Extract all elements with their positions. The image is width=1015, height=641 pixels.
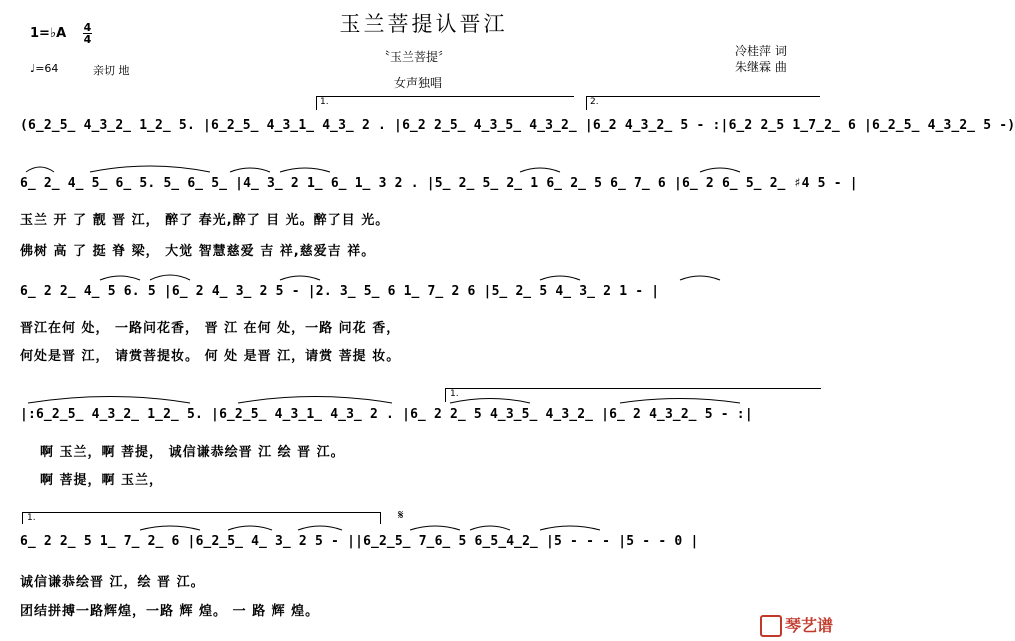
slur <box>230 168 270 172</box>
lyrics-row-4-verse-2: 啊 菩提，啊 玉兰， <box>40 473 164 488</box>
slur <box>700 168 740 172</box>
lyrics-row-2-verse-1: 玉兰 开 了 靓 晋 江， 醉了 春光,醉了 目 光。醉了目 光。 <box>20 213 390 228</box>
slur <box>540 526 600 530</box>
volta-1-mark: 1. <box>320 97 329 107</box>
slur <box>450 399 530 404</box>
slur <box>410 526 460 530</box>
notation-row-2: 6̲ 2̲ 4̲ 5̲ 6̲ 5. 5̲ 6̲ 5̲ |4̲ 3̲ 2 1̲ 6̲ 1̲ 3 2 . |5̲ 2̲ 5̲ 2̲ 1 6̲ 2̲ 5 6̲ 7̲ 6 |6̲ 2 6̲ 5̲ 2̲ ♯4 5 - | <box>20 176 858 191</box>
time-signature-top: 4 <box>83 21 92 34</box>
slur <box>238 397 392 404</box>
slur <box>298 526 342 530</box>
performance-note: 女声独唱 <box>394 76 443 90</box>
watermark-text: 琴艺谱 <box>784 615 833 635</box>
notation-row-3: 6̲ 2 2̲ 4̲ 5 6. 5 |6̲ 2 4̲ 3̲ 2 5 - |2. 3̲ 5̲ 6 1̲ 7̲ 2 6 |5̲ 2̲ 5 4̲ 3̲ 2 1 - | <box>20 284 660 299</box>
slur <box>540 276 580 280</box>
notation-row-5: 6̲ 2 2̲ 5 1̲ 7̲ 2̲ 6 |6̲2̲5̲ 4̲ 3̲ 2 5 - ||6̲2̲5̲ 7̲6̲ 5 6̲5̲4̲2̲ |5 - - - |5 - - 0 | <box>20 534 699 549</box>
expression-mark: 亲切 地 <box>93 64 130 77</box>
song-title: 玉兰菩提认晋江 <box>339 12 508 36</box>
slur <box>280 168 330 172</box>
key-signature: 1=♭A <box>30 26 67 41</box>
slur <box>140 526 200 530</box>
slur <box>680 276 720 280</box>
volta-row4-mark: 1. <box>450 389 459 399</box>
volta-2-mark: 2. <box>590 97 599 107</box>
logo-icon <box>760 615 782 637</box>
lyrics-row-5-verse-1: 诚信谦恭绘晋 江，绘 晋 江。 <box>20 575 205 590</box>
notation-row-4: |:6̲2̲5̲ 4̲3̲2̲ 1̲2̲ 5. |6̲2̲5̲ 4̲3̲1̲ 4̲3̲ 2 . |6̲ 2 2̲ 5 4̲3̲5̲ 4̲3̲2̲ |6̲ 2 4̲3̲2̲ 5 - :| <box>20 407 753 422</box>
slur <box>90 166 210 172</box>
lyrics-row-3-verse-1: 晋江在何 处， 一路问花香， 晋 江 在何 处，一路 问花 香， <box>20 321 401 336</box>
lyrics-row-4-verse-1: 啊 玉兰，啊 菩提， 诚信谦恭绘晋 江 绘 晋 江。 <box>40 445 345 460</box>
composer-credit: 朱继霖 曲 <box>735 60 787 74</box>
slur <box>470 526 510 530</box>
slur <box>280 276 320 280</box>
slur <box>28 397 190 404</box>
slur <box>150 275 190 280</box>
slur <box>520 168 560 172</box>
slur <box>100 276 140 280</box>
subtitle: 〝玉兰菩提〞 <box>378 50 451 64</box>
lyrics-row-3-verse-2: 何处是晋 江， 请赏菩提妆。 何 处 是晋 江，请赏 菩提 妆。 <box>20 349 401 364</box>
lyrics-row-2-verse-2: 佛树 高 了 挺 脊 梁， 大觉 智慧慈爱 吉 祥,慈爱吉 祥。 <box>20 244 376 259</box>
tempo-mark: ♩=64 <box>30 62 59 75</box>
time-signature-bottom: 4 <box>83 33 92 46</box>
slur <box>26 167 54 172</box>
lyricist-credit: 冷桂萍 词 <box>735 44 787 58</box>
lyrics-row-5-verse-2: 团结拼搏一路辉煌，一路 辉 煌。 一 路 辉 煌。 <box>20 604 320 619</box>
slur <box>620 399 740 404</box>
watermark-logo <box>760 613 833 638</box>
segno-sign: 𝄋 <box>398 508 404 523</box>
slur <box>228 526 272 530</box>
notation-row-1: (6̲2̲5̲ 4̲3̲2̲ 1̲2̲ 5. |6̲2̲5̲ 4̲3̲1̲ 4̲3̲ 2 . |6̲2 2̲5̲ 4̲3̲5̲ 4̲3̲2̲ |6̲2 4̲3̲2̲ 5 - :|6̲2 2̲5 1̲7̲2̲ 6 |6̲2̲5̲ 4̲3̲2̲ 5 -) <box>20 118 1015 133</box>
volta-row5-mark: 1. <box>27 513 36 523</box>
